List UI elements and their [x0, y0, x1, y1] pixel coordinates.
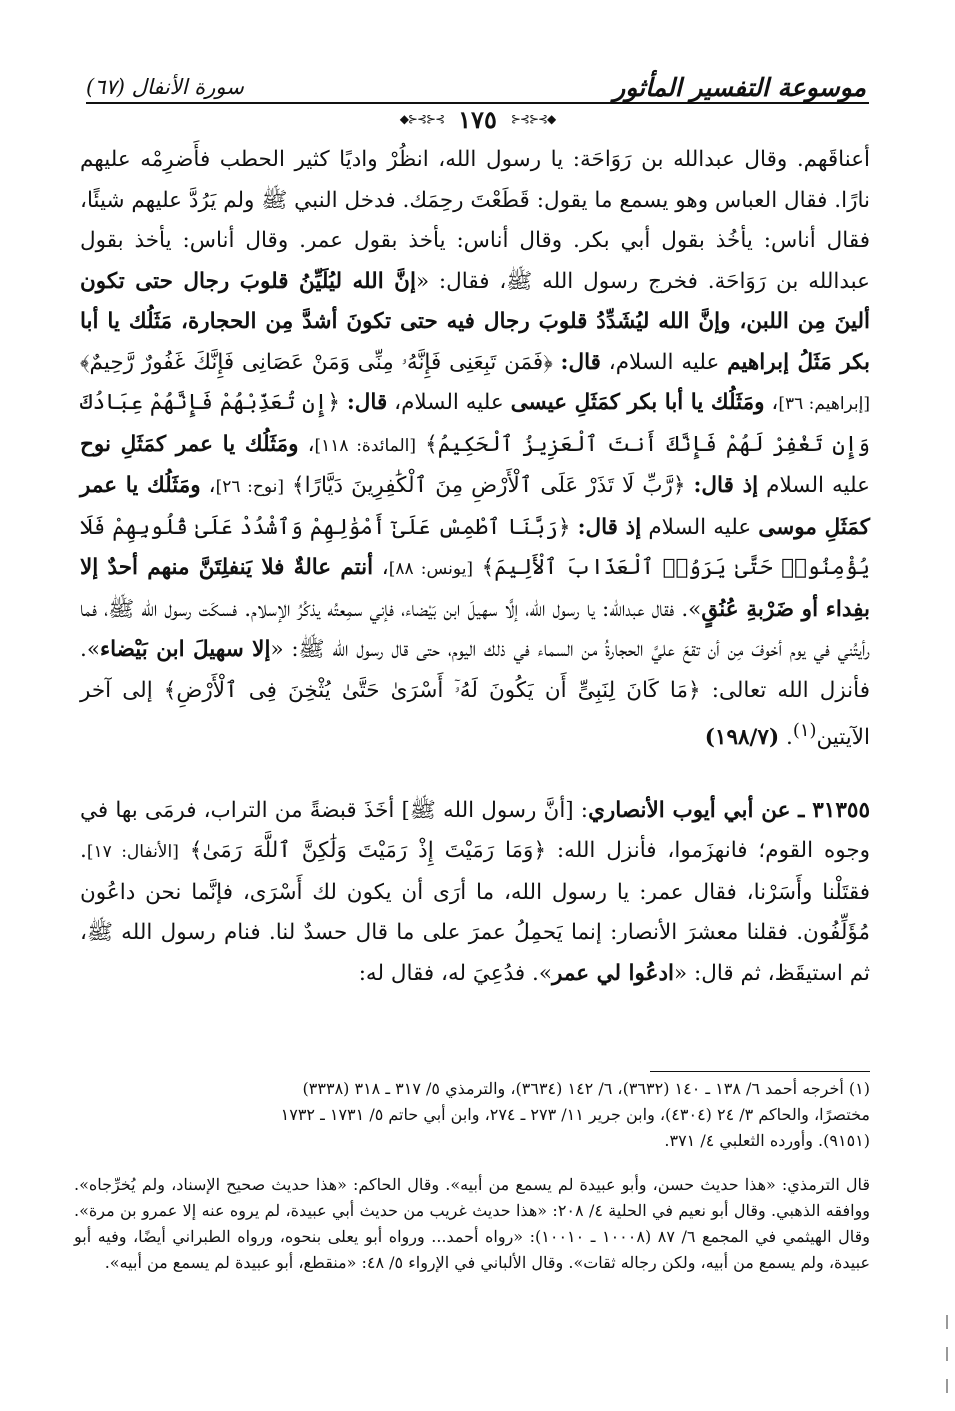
page-number: ١٧٥	[458, 104, 497, 134]
quran-quote: ﴿وَمَا رَمَيْتَ إِذْ رَمَيْتَ وَلَٰكِنَّ ٱللَّهَ رَمَىٰ﴾	[189, 838, 547, 864]
narration-continued: أعناقَهم. وقال عبدالله بن رَوَاحَة: يا رسول الله، انظُرْ واديًا كثير الحطب فأَضرِمْه عليهم نارًا. فقال العباس وهو يسمع ما يقول: قَطَعْتَ رحِمَك. فدخل النبي ﷺ ولم يَرُدَّ عليهم شيئًا، فقال أناس: يأخُذ بقول أبي بكر. وقال أناس: يأخذ بقول عمر. وقال أناس: يأخذ بقول عبدالله بن رَوَاحَة. فخرج رسول الله ﷺ، فقال: «إنَّ الله ليُلَيِّنُ قلوبَ رجال حتى تكون ألينَ مِن اللبن، وإنَّ الله ليُشَدِّدُ قلوبَ رجال فيه حتى تكونَ أشدَّ مِن الحجارة، مَثَلُك يا أبا بكر مَثَلُ إبراهيم عليه السلام، قال: ﴿فَمَن تَبِعَنِى فَإِنَّهُۥ مِنِّى وَمَنْ عَصَانِى فَإِنَّكَ غَفُورٌ رَّحِيمٌ﴾ [إبراهيم: ٣٦]، ومَثَلُك يا أبا بكر كمَثَلِ عيسى عليه السلام، قال: ﴿إِن تُعَذِّبْهُمْ فَإِنَّهُمْ عِبَادُكَ وَإِن تَغْفِرْ لَهُمْ فَإِنَّكَ أَنتَ ٱلْعَزِيزُ ٱلْحَكِيمُ﴾ [المائدة: ١١٨]، ومَثَلُك يا عمر كمَثَلِ نوح عليه السلام إذ قال: ﴿رَّبِّ لَا تَذَرْ عَلَى ٱلْأَرْضِ مِنَ ٱلْكَٰفِرِينَ دَيَّارًا﴾ [نوح: ٢٦]، ومَثَلُك يا عمر كمَثَلِ موسى عليه السلام إذ قال: ﴿رَبَّنَا ٱطْمِسْ عَلَىٰٓ أَمْوَٰلِهِمْ وَٱشْدُدْ عَلَىٰ قُلُوبِهِمْ فَلَا يُؤْمِنُوا۟ حَتَّىٰ يَرَوُا۟ ٱلْعَذَابَ ٱلْأَلِيمَ﴾ [يونس: ٨٨]، أنتم عالةٌ فلا يَنفلِتَنَّ منهم أحدٌ إلا بفِداء أو ضَرْبةِ عُنُقٍ». فقال عبدالله: يا رسول الله، إلَّا سهيلَ ابن بَيْضاء، فإني سمِعتُه يذكُرُ الإسلام. فسكَت رسول الله ﷺ، فما رأيتُني في يوم أخوفَ مِن أن تقعَ عليَّ الحجارةُ من السماء في ذلك اليوم، حتى قال رسول الله ﷺ: «إلا سهيلَ ابن بَيْضاء». فأنزل الله تعالى: ﴿مَا كَانَ لِنَبِىٍّ أَن يَكُونَ لَهُۥٓ أَسْرَىٰ حَتَّىٰ يُثْخِنَ فِى ٱلْأَرْضِ﴾ إلى آخر الآيتين$^{(١)}$. (١٩٨/٧)	[80, 147, 871, 751]
verse-ref: [المائدة: ١١٨]	[314, 435, 417, 456]
page-number-row	[86, 102, 869, 136]
narration-number: ٣١٣٥٥	[812, 797, 870, 823]
narration-31355: ٣١٣٥٥ ـ عن أبي أيوب الأنصاري: [أنَّ رسول الله ﷺ] أخَذَ قبضةً من التراب، فرمَى بها في وجوه القوم؛ فانهزَموا، فأنزل الله: ﴿وَمَا رَمَيْتَ إِذْ رَمَيْتَ وَلَٰكِنَّ ٱللَّهَ رَمَىٰ﴾ [الأنفال: ١٧]. فقتَلْنا وأَسَرْنا، فقال عمر: يا رسول الله، ما أرَى أن يكون لك أَسْرَى، فإنَّما نحن داعُون مُؤَلِّفُون. فقلنا معشرَ الأنصار: إنما يَحمِلُ عمرَ على ما قال حسدٌ لنا. فنام رسول الله ﷺ، ثم استيقَظ، ثم قال: «ادعُوا لي عمر». فدُعِيَ له، فقال له:	[80, 797, 871, 986]
verse-ref: [إبراهيم: ٣٦]	[778, 394, 871, 414]
book-title: موسوعة التفسير المأثور	[613, 72, 866, 102]
ornament-right: ⊱⊰⊱⊰◆	[510, 112, 556, 126]
main-text	[80, 140, 870, 994]
margin-marks	[946, 1315, 948, 1411]
verse-ref: [الأنفال: ١٧]	[86, 842, 179, 863]
footnote-1: (١) أخرجه أحمد ٦/ ١٣٨ ـ ١٤٠ (٣٦٣٢)، ٦/ ١٤٢ (٣٦٣٤)، والترمذي ٥/ ٣١٧ ـ ٣١٨ (٣٣٣٨) مختصرًا، والحاكم ٣/ ٢٤ (٤٣٠٤)، وابن جرير ١١/ ٢٧٣ ـ ٢٧٤، وابن أبي حاتم ٥/ ١٧٣١ ـ ١٧٣٢ (٩١٥١). وأورده الثعلبي ٤/ ٣٧١.	[280, 1079, 870, 1150]
quran-quote: ﴿إِن تُعَذِّبْهُمْ فَإِنَّهُمْ عِبَادُكَ وَإِن تَغْفِرْ لَهُمْ فَإِنَّكَ أَنتَ ٱلْعَزِيزُ ٱلْحَكِيمُ﴾	[80, 390, 870, 457]
ornament-left: ◆⊱⊰⊱⊰	[399, 112, 445, 126]
footnote-1-grading: قال الترمذي: «هذا حديث حسن، وأبو عبيدة لم يسمع من أبيه». وقال الحاكم: «هذا حديث صحيح الإسناد، ولم يُخرِّجاه». ووافقه الذهبي. وقال أبو نعيم في الحلية ٤/ ٢٠٨: «هذا حديث غريب من حديث أبي عبيدة، لم يروه عنه إلا عمرو بن مرة». وقال الهيثمي في المجمع ٦/ ٨٧ (١٠٠٠٨ ـ ١٠٠١٠): «رواه أحمد... ورواه أبو يعلى بنحوه، ورواه الطبراني أيضًا، وفيه أبو عبيدة، ولم يسمع من أبيه، ولكن رجاله ثقات». وقال الألباني في الإرواء ٥/ ٤٨: «منقطع، أبو عبيدة لم يسمع من أبيه».	[74, 1175, 871, 1272]
verse-ref: [يونس: ٨٨]	[388, 559, 474, 579]
surah-header: سورة الأنفال (٦٧)	[86, 75, 244, 99]
running-header	[86, 70, 866, 104]
quran-quote: ﴿فَمَن تَبِعَنِى فَإِنَّهُۥ مِنِّى وَمَنْ عَصَانِى فَإِنَّكَ غَفُورٌ رَّحِيمٌ﴾	[80, 349, 561, 375]
verse-ref: [نوح: ٢٦]	[215, 477, 284, 497]
volume-ref: (١٩٨/٧)	[704, 725, 780, 751]
quran-quote: ﴿رَبَّنَا ٱطْمِسْ عَلَىٰٓ أَمْوَٰلِهِمْ وَٱشْدُدْ عَلَىٰ قُلُوبِهِمْ فَلَا يُؤْمِنُوا۟ حَتَّىٰ يَرَوُا۟ ٱلْعَذَابَ ٱلْأَلِيمَ﴾	[80, 514, 871, 580]
quran-quote: ﴿مَا كَانَ لِنَبِىٍّ أَن يَكُونَ لَهُۥٓ أَسْرَىٰ حَتَّىٰ يُثْخِنَ فِى ٱلْأَرْضِ﴾	[163, 677, 701, 703]
quran-quote: ﴿رَّبِّ لَا تَذَرْ عَلَى ٱلْأَرْضِ مِنَ ٱلْكَٰفِرِينَ دَيَّارًا﴾	[283, 473, 694, 498]
footnote-marker: (١)	[792, 720, 817, 741]
footnote-rule	[650, 1071, 870, 1072]
